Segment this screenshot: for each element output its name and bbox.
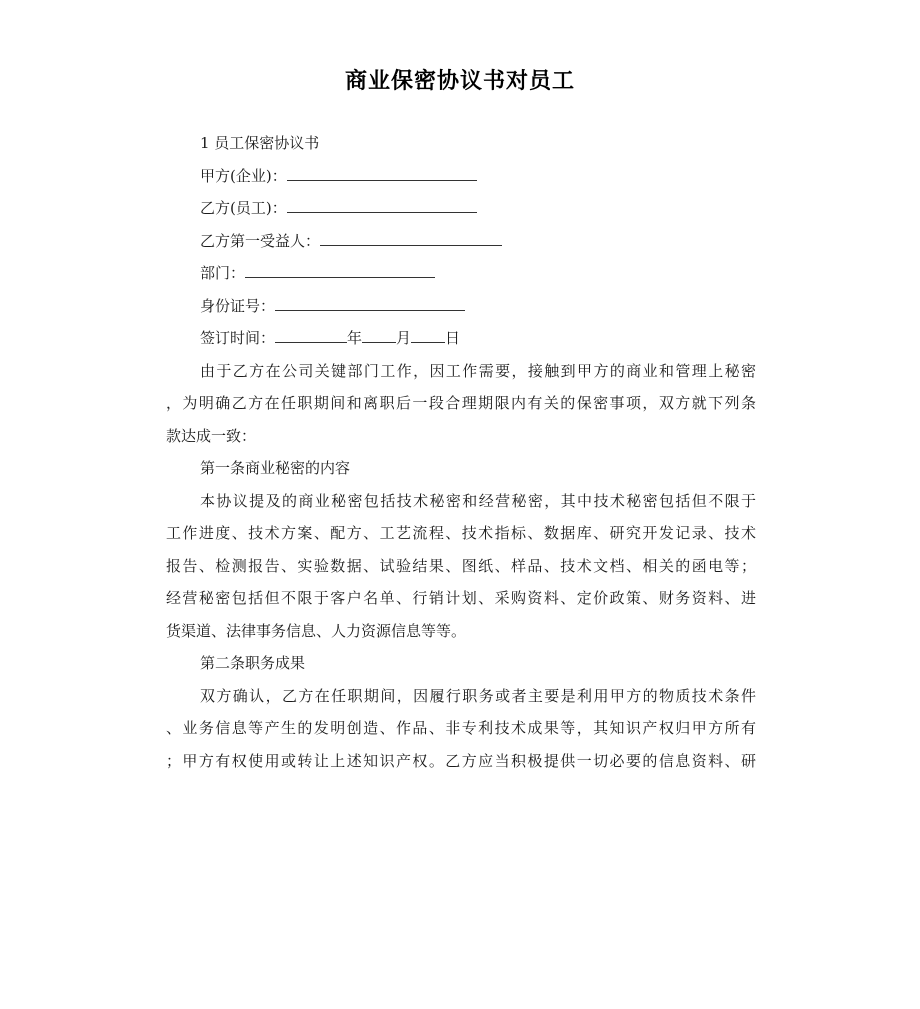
field-beneficiary bbox=[166, 225, 756, 258]
field-month-blank[interactable] bbox=[362, 324, 396, 343]
field-month-label: 月 bbox=[396, 329, 412, 347]
field-department-blank[interactable] bbox=[245, 259, 435, 278]
field-party-b-label: 乙方(员工)： bbox=[200, 199, 287, 217]
field-day-label: 日 bbox=[445, 329, 461, 347]
intro-line: 由于乙方在公司关键部门工作，因工作需要，接触到甲方的商业和管理上秘密 bbox=[200, 361, 756, 380]
document-title: 商业保密协议书对员工 bbox=[344, 69, 575, 94]
article1-title: 第一条商业秘密的内容 bbox=[200, 459, 351, 477]
field-department bbox=[166, 257, 756, 290]
field-year-blank[interactable] bbox=[275, 324, 347, 343]
article2-line: 双方确认，乙方在任职期间，因履行职务或者主要是利用甲方的物质技术条件 bbox=[200, 686, 756, 705]
article2-line: ；甲方有权使用或转让上述知识产权。乙方应当积极提供一切必要的信息资料、研 bbox=[166, 751, 756, 770]
intro-line: ，为明确乙方在任职期间和离职后一段合理期限内有关的保密事项，双方就下列条 bbox=[166, 394, 756, 412]
field-party-b bbox=[166, 192, 756, 225]
field-id-number-blank[interactable] bbox=[275, 292, 465, 311]
intro-line: 款达成一致： bbox=[166, 426, 257, 445]
article1-line: 报告、检测报告、实验数据、试验结果、图纸、样品、技术文档、相关的函电等； bbox=[166, 556, 756, 575]
field-day-blank[interactable] bbox=[411, 324, 445, 343]
document-heading: 1 员工保密协议书 bbox=[200, 134, 320, 152]
field-year-label: 年 bbox=[347, 329, 363, 347]
article1-line: 工作进度、技术方案、配方、工艺流程、技术指标、数据库、研究开发记录、技术 bbox=[166, 524, 756, 542]
field-beneficiary-blank[interactable] bbox=[320, 227, 502, 246]
field-beneficiary-label: 乙方第一受益人： bbox=[200, 231, 321, 250]
article1-line: 本协议提及的商业秘密包括技术秘密和经营秘密，其中技术秘密包括但不限于 bbox=[200, 491, 756, 510]
field-sign-date-label: 签订时间： bbox=[200, 329, 276, 347]
field-party-a bbox=[166, 160, 756, 193]
article1-line: 经营秘密包括但不限于客户名单、行销计划、采购资料、定价政策、财务资料、进 bbox=[166, 589, 756, 607]
article2-line: 、业务信息等产生的发明创造、作品、非专利技术成果等，其知识产权归甲方所有 bbox=[166, 719, 756, 737]
field-party-a-blank[interactable] bbox=[287, 162, 477, 181]
document-body bbox=[166, 127, 756, 777]
field-id-number bbox=[166, 290, 756, 323]
field-sign-date bbox=[166, 322, 756, 355]
field-id-number-label: 身份证号： bbox=[200, 296, 276, 315]
field-department-label: 部门： bbox=[200, 264, 246, 282]
article2-title: 第二条职务成果 bbox=[200, 654, 306, 672]
field-party-a-label: 甲方(企业)： bbox=[200, 166, 287, 185]
article1-line: 货渠道、法律事务信息、人力资源信息等等。 bbox=[166, 621, 467, 640]
field-party-b-blank[interactable] bbox=[287, 194, 477, 213]
